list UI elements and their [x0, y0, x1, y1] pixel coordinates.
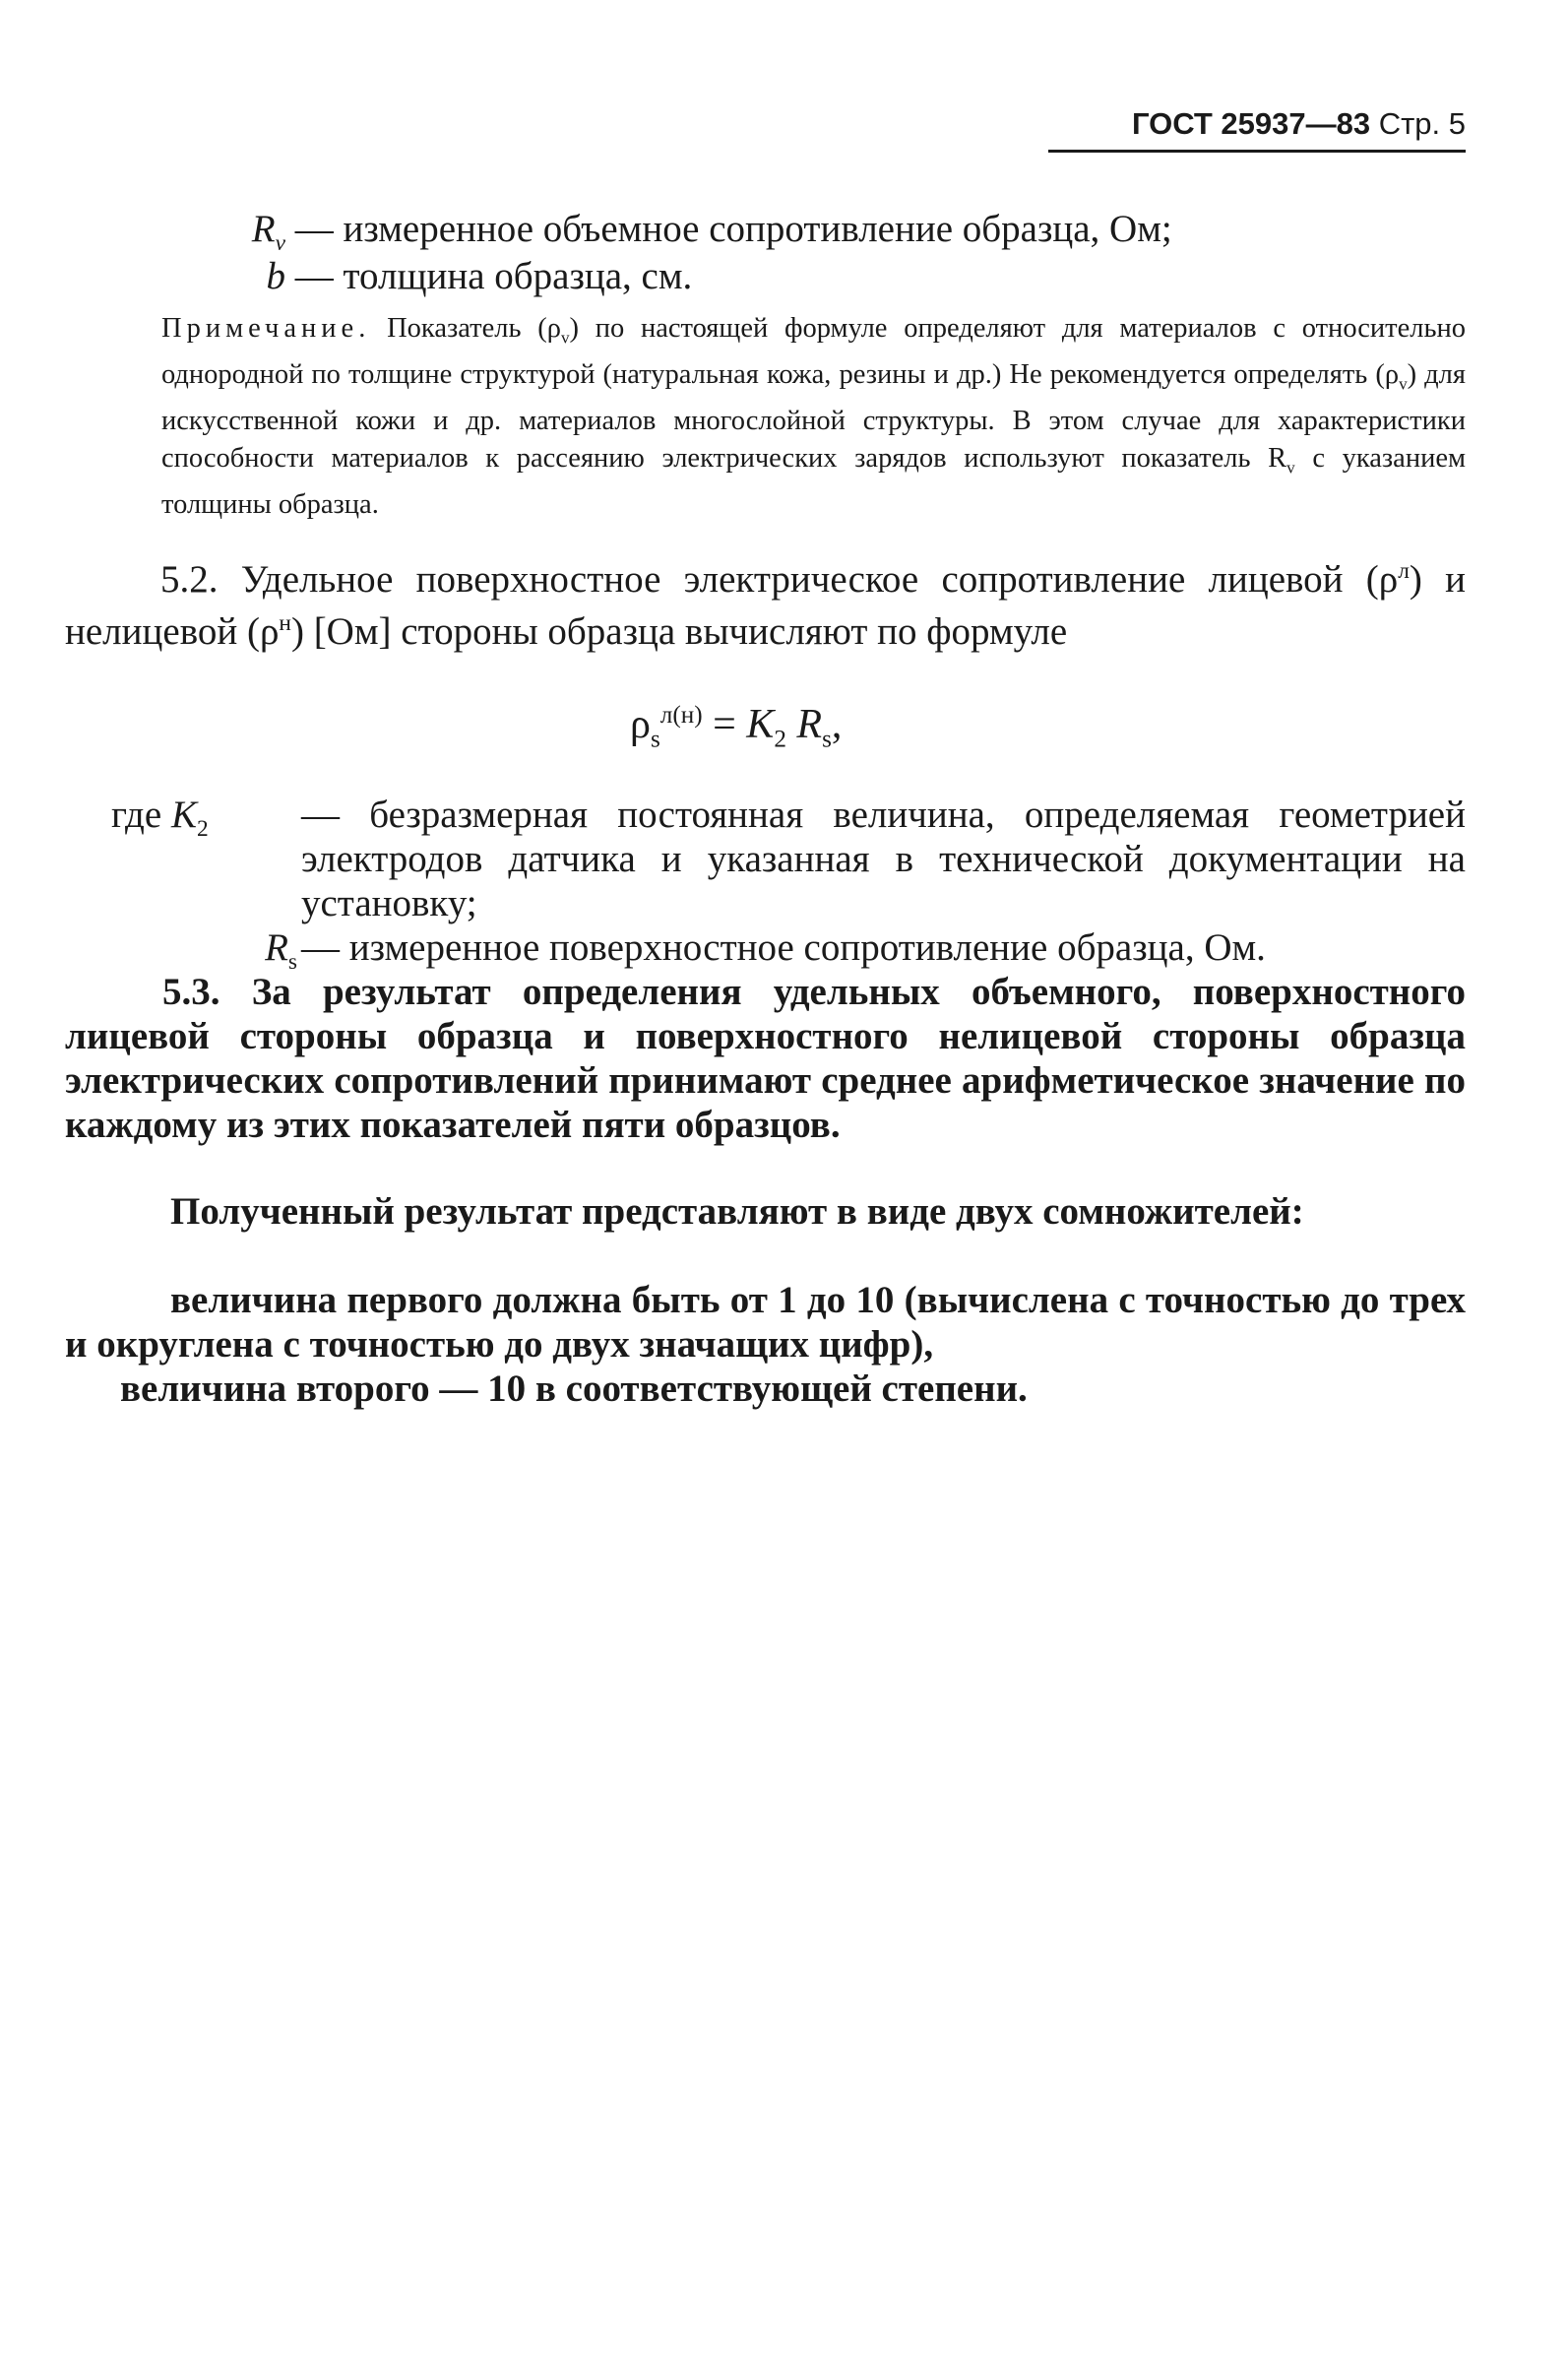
definition-text: — измеренное объемное сопротивление образца, Ом; — [294, 208, 1172, 250]
definition-rv — [187, 207, 1172, 257]
page-header — [1048, 106, 1466, 153]
result-first: величина первого должна быть от 1 до 10 (вычислена с точностью до трех и округлена с точностью до двух значащих цифр), — [65, 1279, 1466, 1366]
symbol-rv: $R_v$ — [251, 208, 285, 256]
page-number: Стр. 5 — [1378, 106, 1466, 141]
definition-b — [187, 254, 692, 298]
document-code: ГОСТ 25937—83 — [1131, 106, 1371, 141]
section-5-2: 5.2. Удельное поверхностное электрическое сопротивление лицевой $(\rho^л)$ и нелицевой $(\rho^н)$ [Ом] стороны образца вычисляют по формуле — [65, 558, 1466, 653]
definition-text: — безразмерная постоянная величина, определяемая геометрией электродов датчика и указанная в технической документации на установку; — [301, 794, 1466, 924]
definition-text: — толщина образца, см. — [294, 255, 693, 297]
note-paragraph: Примечание. Показатель $(\rho_v)$ по настоящей формуле определяют для материалов с относительно однородной по толщине структурой (натуральная кожа, резины и др.) Не рекомендуется определять $(\rho_v)$ для искусственной кожи и др. материалов многослойной структуры. В этом случае для характеристики способности материалов к рассеянию электрических зарядов используют показатель $R_v$ с указанием толщины образца. — [161, 313, 1467, 521]
definition-k2: где $K_2$ — безразмерная постоянная величина, определяемая геометрией электродов датчика и указанная в технической документации на установку; — [111, 794, 1466, 924]
symbol-b: b — [266, 255, 285, 297]
definition-rs: $R_s$ — измеренное поверхностное сопротивление образца, Ом. — [265, 926, 1266, 975]
result-intro: Полученный результат представляют в виде двух сомножителей: — [170, 1190, 1304, 1233]
definition-text: — измеренное поверхностное сопротивление образца, Ом. — [301, 926, 1266, 969]
note-label: Примечание. — [161, 313, 371, 344]
result-second: величина второго — 10 в соответствующей степени. — [120, 1367, 1028, 1410]
formula: $\rho_s^{л(н)} = K_2$ $R_s$, — [630, 702, 843, 753]
where-word: где — [111, 794, 162, 836]
section-5-3: 5.3. За результат определения удельных объемного, поверхностного лицевой стороны образца и поверхностного нелицевой стороны образца электрических сопротивлений принимают среднее арифметическое значение по каждому из этих показателей пяти образцов. — [65, 971, 1466, 1146]
